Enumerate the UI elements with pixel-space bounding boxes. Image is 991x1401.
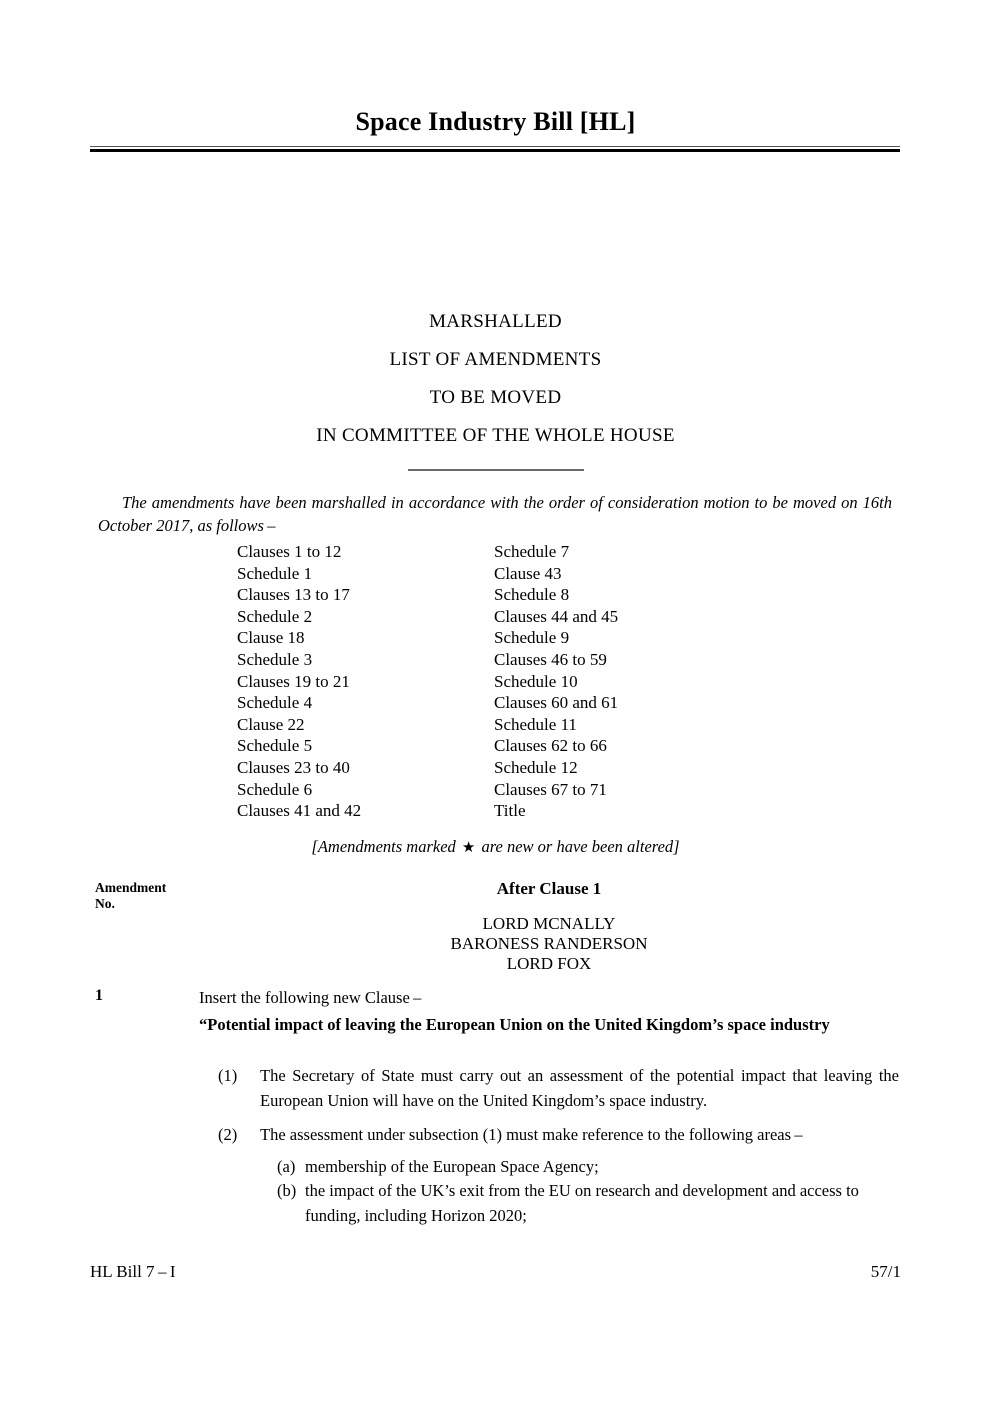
- list-item: Schedule 5: [237, 736, 313, 756]
- sponsor-name: BARONESS RANDERSON: [450, 934, 648, 953]
- list-item: Clauses 60 and 61: [494, 693, 619, 713]
- amendment-no-column-label: Amendment No.: [95, 880, 167, 911]
- subsection-text: The assessment under subsection (1) must make reference to the following areas –: [260, 1125, 803, 1144]
- amendment-body: [218, 1064, 899, 1228]
- list-item: Schedule 7: [494, 542, 570, 561]
- list-item: Clauses 19 to 21: [237, 671, 350, 691]
- list-item: Schedule 8: [494, 585, 570, 605]
- list-item: Clause 18: [237, 628, 305, 648]
- list-item: Schedule 2: [237, 606, 313, 626]
- lettered-item-marker: (a): [277, 1156, 296, 1176]
- subsection-text: The Secretary of State must carry out an assessment of the potential impact that leaving the European Union will have on the United Kingdom’s space industry.: [260, 1066, 899, 1110]
- list-item: Schedule 1: [237, 563, 313, 583]
- list-item: Clauses 13 to 17: [237, 585, 350, 605]
- heading-line-1: MARSHALLED: [429, 311, 562, 332]
- clause-order-list: [237, 541, 777, 822]
- list-item: Schedule 10: [494, 671, 578, 691]
- subsection-marker: (1): [218, 1066, 238, 1085]
- list-item: Schedule 6: [237, 779, 313, 799]
- star-note-text-before: Amendments marked: [317, 837, 456, 856]
- lettered-item: [218, 1179, 899, 1228]
- list-item: Schedule 4: [237, 693, 313, 713]
- star-note-open-bracket: [: [311, 837, 318, 856]
- list-item: Schedule 9: [494, 628, 570, 648]
- marshalled-heading: [0, 303, 991, 455]
- footer-page-number: 57/1: [870, 1262, 901, 1281]
- star-icon: ★: [461, 840, 476, 856]
- list-item: Clauses 1 to 12: [237, 542, 342, 561]
- amendment-number: 1: [95, 987, 103, 1004]
- list-item: Schedule 3: [237, 649, 313, 669]
- lettered-item-text: the impact of the UK’s exit from the EU on research and development and access to funding, including Horizon 2020;: [305, 1181, 859, 1225]
- intro-paragraph: The amendments have been marshalled in accordance with the order of consideration motion to be moved on 16th October 2017, as follows –: [98, 493, 892, 535]
- list-item: Clauses 62 to 66: [494, 736, 607, 756]
- sponsor-list: [199, 914, 899, 974]
- heading-line-4: IN COMMITTEE OF THE WHOLE HOUSE: [316, 425, 675, 446]
- list-item: Clauses 23 to 40: [237, 757, 350, 777]
- list-item: Clauses 67 to 71: [494, 779, 607, 799]
- clause-list-left-column: [237, 541, 494, 822]
- sponsor-name: LORD FOX: [506, 954, 592, 973]
- list-item: Title: [494, 801, 526, 821]
- subsection: [218, 1123, 899, 1148]
- list-item: Clauses 41 and 42: [237, 801, 362, 821]
- clause-list-right-column: [494, 541, 751, 822]
- lettered-item-text: membership of the European Space Agency;: [305, 1156, 599, 1176]
- heading-line-2: LIST OF AMENDMENTS: [389, 349, 602, 370]
- star-legend-note: [0, 837, 991, 857]
- lettered-item-marker: (b): [277, 1181, 297, 1200]
- heading-divider-rule: [408, 469, 584, 471]
- list-item: Clause 43: [494, 563, 562, 583]
- star-note-close-bracket: ]: [673, 837, 680, 856]
- list-item: Schedule 11: [494, 714, 577, 734]
- sponsor-name: LORD MCNALLY: [482, 914, 616, 933]
- new-clause-title: “Potential impact of leaving the European Union on the United Kingdom’s space industry: [199, 1015, 830, 1034]
- subsection: [218, 1064, 899, 1113]
- section-header: After Clause 1: [496, 879, 602, 898]
- amendment-instruction: Insert the following new Clause –: [199, 988, 422, 1007]
- list-item: Clauses 46 to 59: [494, 649, 607, 669]
- lettered-item: [218, 1155, 899, 1180]
- footer-bill-reference: HL Bill 7 – I: [90, 1262, 176, 1281]
- heading-line-3: TO BE MOVED: [429, 387, 562, 408]
- subsection-marker: (2): [218, 1125, 238, 1144]
- title-rule-thick: [90, 149, 900, 152]
- list-item: Schedule 12: [494, 757, 578, 777]
- list-item: Clause 22: [237, 714, 305, 734]
- lettered-paragraph-list: [218, 1155, 899, 1229]
- list-item: Clauses 44 and 45: [494, 606, 619, 626]
- star-note-text-after: are new or have been altered: [481, 837, 674, 856]
- page-title: Space Industry Bill [HL]: [355, 107, 636, 136]
- title-divider: [90, 146, 900, 152]
